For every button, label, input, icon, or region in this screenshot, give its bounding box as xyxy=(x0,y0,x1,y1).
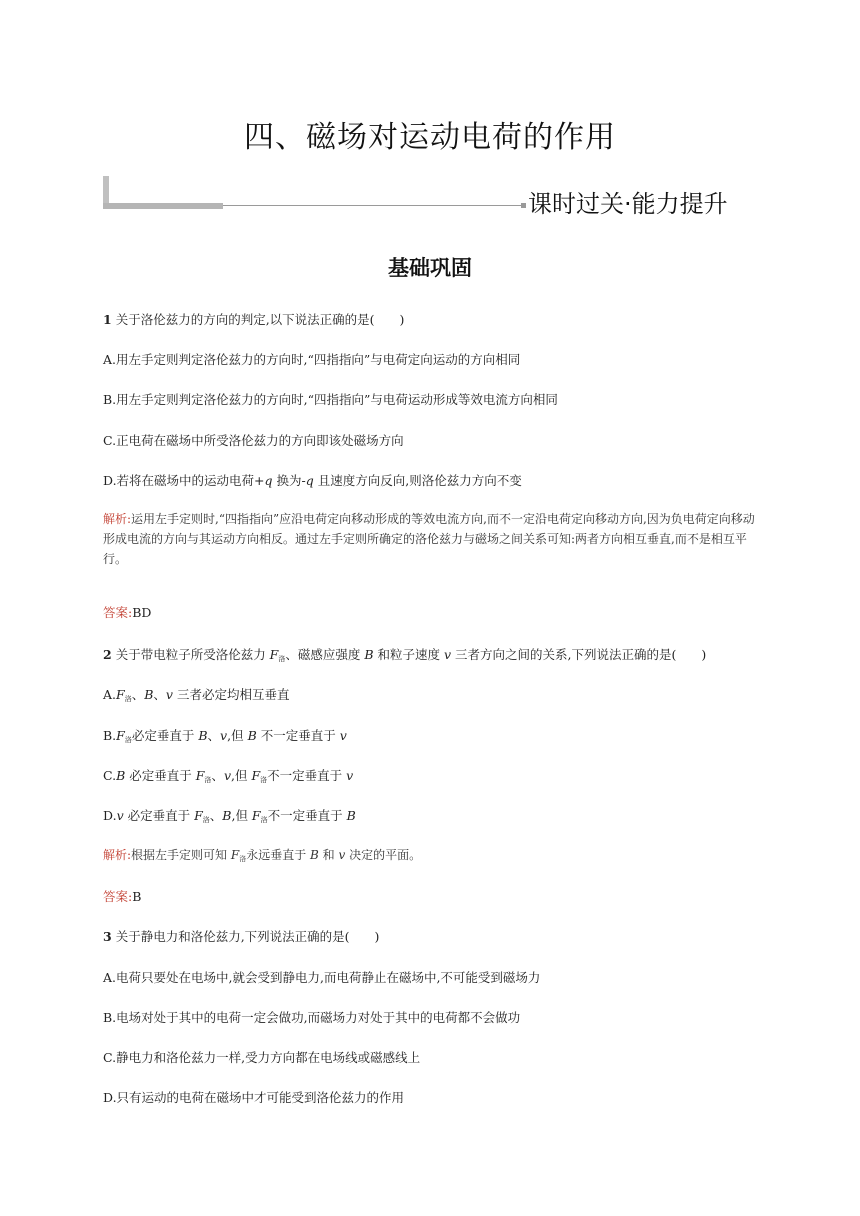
question-1-analysis xyxy=(103,509,758,569)
question-1-option-c: C.正电荷在磁场中所受洛伦兹力的方向即该处磁场方向 xyxy=(103,433,404,448)
question-3-option-c: C.静电力和洛伦兹力一样,受力方向都在电场线或磁感线上 xyxy=(103,1050,421,1065)
question-2-option-c: C.B 必定垂直于 $F_洛$、v,但 $F_洛$不一定垂直于 v xyxy=(103,768,354,784)
question-number: 1 xyxy=(103,312,112,327)
section-heading: 基础巩固 xyxy=(388,256,472,280)
question-text: 关于洛伦兹力的方向的判定,以下说法正确的是( ) xyxy=(115,312,405,327)
banner-title: 课时过关·能力提升 xyxy=(528,190,728,218)
answer-value: BD xyxy=(132,605,152,620)
banner-square-marker xyxy=(521,203,526,208)
question-2-answer xyxy=(103,887,141,905)
question-1-stem xyxy=(103,310,404,328)
answer-value: B xyxy=(132,889,142,904)
question-2-option-a: $A.F_洛$、B、v 三者必定均相互垂直 xyxy=(103,687,290,703)
question-number: 3 xyxy=(103,929,112,944)
question-2-stem: 2 关于带电粒子所受洛伦兹力 $F_洛$、磁感应强度 B 和粒子速度 v 三者方向之间的关系,下列说法正确的是( ) xyxy=(103,647,707,663)
banner-divider-line xyxy=(223,205,521,206)
question-number: 2 xyxy=(103,647,112,662)
analysis-label: 解析: xyxy=(103,848,132,862)
question-2-analysis: 解析:根据左手定则可知 $F_洛$永远垂直于 B 和 v 决定的平面。 xyxy=(103,848,422,863)
banner-horizontal-bar xyxy=(103,203,223,209)
question-1-answer xyxy=(103,603,151,621)
question-1-option-a: A.用左手定则判定洛伦兹力的方向时,“四指指向”与电荷定向运动的方向相同 xyxy=(103,352,521,367)
question-3-option-d: D.只有运动的电荷在磁场中才可能受到洛伦兹力的作用 xyxy=(103,1090,405,1105)
page-title: 四、磁场对运动电荷的作用 xyxy=(244,120,616,155)
analysis-text: 运用左手定则时,“四指指向”应沿电荷定向移动形成的等效电流方向,而不一定沿电荷定向移动方向,因为负电荷定向移动形成电流的方向与其运动方向相反。通过左手定则所确定的洛伦兹力与磁场之间关系可知:两者方向相互垂直,而不是相互平行。 xyxy=(103,512,755,566)
question-2-option-b: $B.F_洛$必定垂直于 B、v,但 B 不一定垂直于 v xyxy=(103,728,347,744)
question-2-option-d: D.v 必定垂直于 $F_洛$、B,但 $F_洛$不一定垂直于 B xyxy=(103,808,356,824)
question-3-stem xyxy=(103,927,379,945)
question-3-option-b: B.电场对处于其中的电荷一定会做功,而磁场力对处于其中的电荷都不会做功 xyxy=(103,1010,521,1025)
question-text: 关于静电力和洛伦兹力,下列说法正确的是( ) xyxy=(115,929,380,944)
answer-label: 答案: xyxy=(103,605,133,620)
answer-label: 答案: xyxy=(103,889,133,904)
analysis-label: 解析: xyxy=(103,512,132,526)
question-1-option-b: B.用左手定则判定洛伦兹力的方向时,“四指指向”与电荷运动形成等效电流方向相同 xyxy=(103,392,558,407)
section-banner xyxy=(103,176,728,218)
question-1-option-d: D.若将在磁场中的运动电荷+q 换为-q 且速度方向反向,则洛伦兹力方向不变 xyxy=(103,473,522,488)
question-3-option-a: A.电荷只要处在电场中,就会受到静电力,而电荷静止在磁场中,不可能受到磁场力 xyxy=(103,970,541,985)
